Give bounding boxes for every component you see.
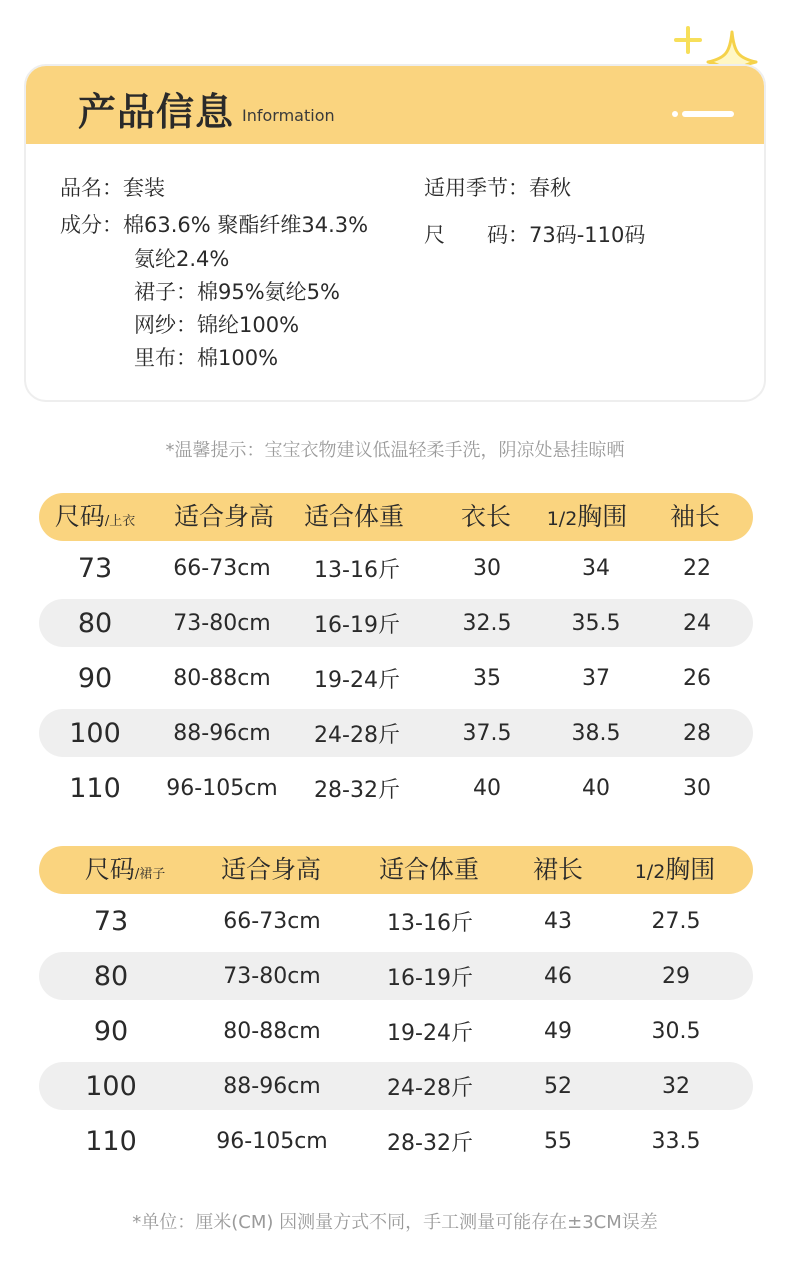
size-cell: 90 [77, 663, 113, 694]
name-label: 品名： [60, 176, 123, 200]
table-cell: 32.5 [462, 610, 512, 636]
table-cell: 30 [683, 776, 711, 801]
table-cell: 73-80cm [173, 610, 271, 636]
header-sleeve: 袖长 [669, 502, 721, 531]
skirt-table-header [39, 846, 753, 894]
header-weight: 适合体重 [303, 502, 405, 531]
header-height: 适合身高 [220, 855, 322, 884]
table-row [39, 894, 753, 949]
size-cell: 90 [93, 1016, 129, 1047]
table-cell: 46 [544, 963, 572, 989]
top-size-table [39, 493, 753, 816]
table-cell: 40 [473, 776, 501, 801]
table-cell: 55 [544, 1129, 572, 1154]
size-cell: 73 [93, 906, 129, 937]
table-cell: 88-96cm [173, 720, 271, 746]
table-cell: 22 [683, 556, 711, 581]
size-range-value: 73码-110码 [529, 223, 646, 247]
composition-row [60, 209, 368, 239]
table-cell: 37 [582, 666, 610, 691]
header-size: 尺码/上衣 [54, 502, 136, 531]
table-cell: 96-105cm [166, 776, 278, 801]
table-row [39, 541, 753, 596]
table-cell: 13-16斤 [387, 911, 473, 936]
table-row [39, 1114, 753, 1169]
table-cell: 80-88cm [173, 666, 271, 691]
size-cell: 73 [77, 553, 113, 584]
table-cell: 88-96cm [223, 1073, 321, 1099]
table-row [39, 599, 753, 647]
table-cell: 37.5 [462, 720, 512, 746]
card-header [26, 66, 764, 144]
table-row [39, 761, 753, 816]
table-cell: 27.5 [651, 909, 701, 934]
table-cell: 28-32斤 [387, 1131, 473, 1156]
table-cell: 66-73cm [173, 556, 271, 581]
table-row [39, 651, 753, 706]
size-range-label: 尺 码： [424, 223, 529, 247]
table-cell: 80-88cm [223, 1019, 321, 1044]
table-cell: 16-19斤 [387, 965, 473, 991]
table-cell: 24-28斤 [387, 1075, 473, 1101]
header-skirt-length: 裙长 [532, 855, 584, 884]
table-row [39, 1004, 753, 1059]
table-cell: 35 [473, 666, 501, 691]
header-size: 尺码/裙子 [84, 855, 166, 884]
header-half-chest: 1/2胸围 [634, 855, 716, 884]
table-cell: 52 [544, 1073, 572, 1099]
size-range-row [424, 219, 645, 249]
table-cell: 28 [683, 720, 711, 746]
table-row [39, 709, 753, 757]
table-cell: 38.5 [571, 720, 621, 746]
table-cell: 34 [582, 556, 610, 581]
table-cell: 26 [683, 666, 711, 691]
measurement-note: *单位：厘米(CM) 因测量方式不同，手工测量可能存在±3CM误差 [132, 1212, 658, 1233]
care-tip: *温馨提示：宝宝衣物建议低温轻柔手洗，阴凉处悬挂晾晒 [165, 440, 625, 461]
table-cell: 66-73cm [223, 909, 321, 934]
table-cell: 40 [582, 776, 610, 801]
table-cell: 13-16斤 [314, 558, 400, 583]
size-cell: 110 [69, 773, 121, 804]
table-cell: 28-32斤 [314, 778, 400, 803]
table-cell: 24-28斤 [314, 722, 400, 748]
table-cell: 30.5 [651, 1019, 701, 1044]
table-cell: 29 [662, 963, 690, 989]
table-cell: 96-105cm [216, 1129, 328, 1154]
table-row [39, 952, 753, 1000]
size-cell: 110 [85, 1126, 137, 1157]
table-cell: 73-80cm [223, 963, 321, 989]
table-cell: 35.5 [571, 610, 621, 636]
skirt-composition: 裙子：棉95%氨纶5% [134, 280, 340, 304]
header-length: 衣长 [460, 502, 512, 531]
table-row [39, 1062, 753, 1110]
table-cell: 43 [544, 909, 572, 934]
table-cell: 19-24斤 [387, 1021, 473, 1046]
table-cell: 33.5 [651, 1129, 701, 1154]
skirt-size-table [39, 846, 753, 1169]
mesh-composition: 网纱：锦纶100% [134, 313, 300, 337]
size-cell: 100 [85, 1070, 137, 1102]
table-cell: 19-24斤 [314, 668, 400, 693]
size-cell: 100 [69, 717, 121, 749]
table-cell: 16-19斤 [314, 612, 400, 638]
top-table-header [39, 493, 753, 541]
composition-value-2: 氨纶2.4% [134, 247, 230, 271]
table-cell: 24 [683, 610, 711, 636]
card-subtitle: Information [242, 106, 335, 125]
composition-value: 棉63.6% 聚酯纤维34.3% [123, 213, 369, 237]
composition-label: 成分： [60, 213, 123, 237]
table-cell: 32 [662, 1073, 690, 1099]
season-row [424, 172, 571, 202]
header-half-chest: 1/2胸围 [546, 502, 628, 531]
header-height: 适合身高 [173, 502, 275, 531]
name-row [60, 172, 165, 202]
lining-composition: 里布：棉100% [134, 346, 279, 370]
table-cell: 30 [473, 556, 501, 581]
season-value: 春秋 [529, 176, 571, 200]
product-info-card [24, 64, 766, 402]
header-weight: 适合体重 [378, 855, 480, 884]
card-title: 产品信息 [78, 90, 235, 134]
season-label: 适用季节： [424, 176, 529, 200]
size-cell: 80 [77, 607, 113, 639]
header-line [682, 111, 734, 117]
size-cell: 80 [93, 960, 129, 992]
name-value: 套装 [123, 176, 165, 200]
header-dot [672, 111, 678, 117]
table-cell: 49 [544, 1019, 572, 1044]
